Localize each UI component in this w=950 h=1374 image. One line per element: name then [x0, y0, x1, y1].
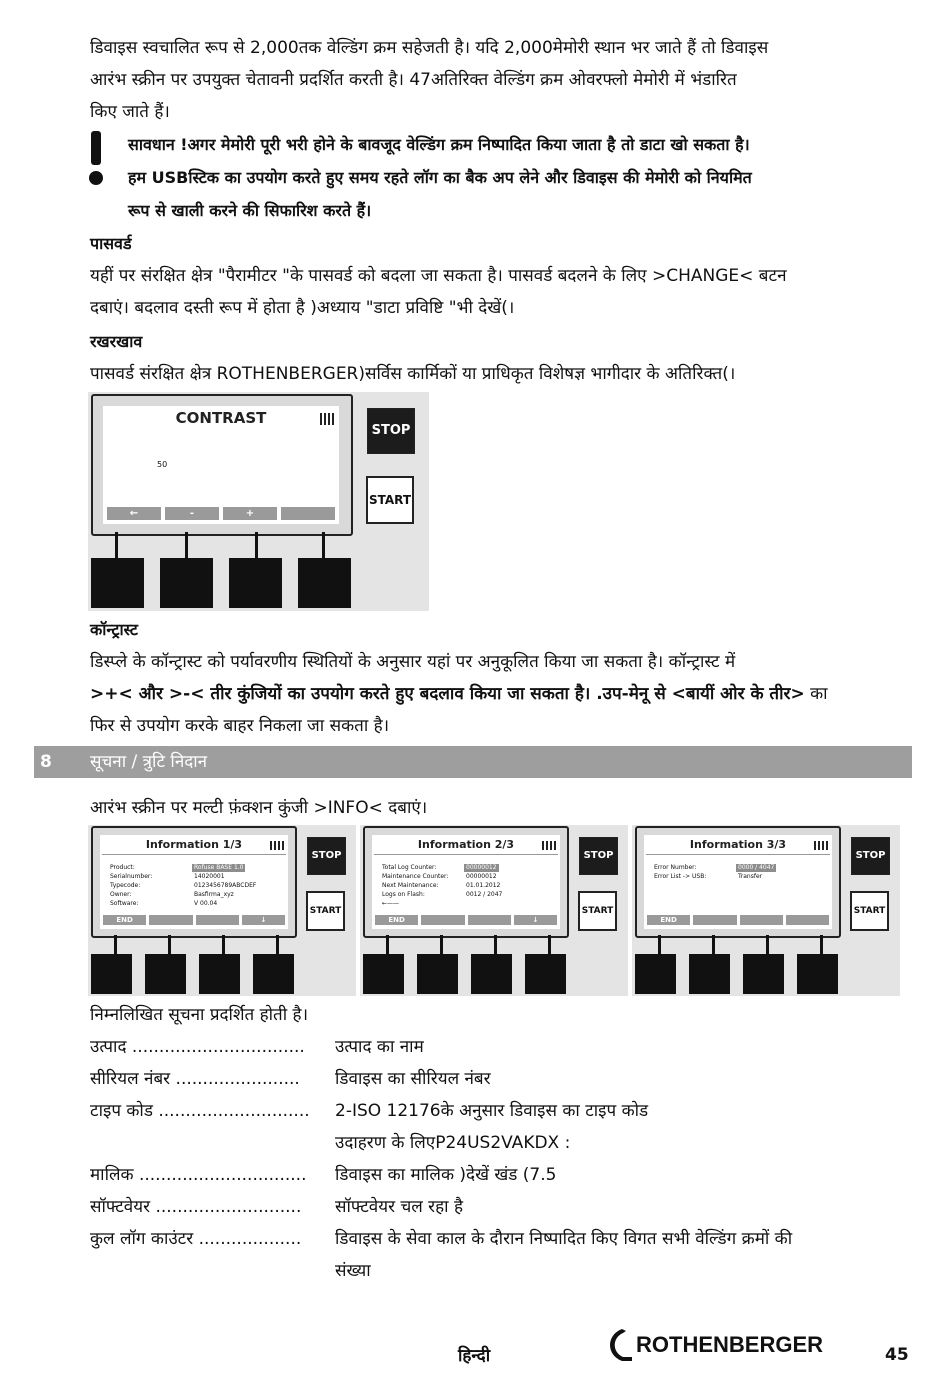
info-list-row [90, 1031, 920, 1063]
page-number: 45 [885, 1345, 909, 1365]
key-stem [548, 935, 551, 955]
softkey[interactable] [786, 915, 829, 925]
info-device-figure [88, 825, 356, 996]
warning-line-1: सावधान !अगर मेमोरी पूरी भरी होने के बावजूद वेल्डिंग क्रम निष्पादित किया जाता है तो डाटा खो सकता है। [128, 135, 750, 154]
info-list-desc: उत्पाद का नाम [335, 1037, 424, 1057]
softkey[interactable]: END [375, 915, 418, 925]
softkey[interactable]: ↓ [242, 915, 285, 925]
info-row-value: 00000012 [466, 873, 497, 880]
info-list-desc: संख्या [335, 1261, 371, 1281]
info-list-label: उत्पाद ................................ [90, 1037, 305, 1057]
info-list-row [90, 1127, 920, 1159]
function-key-3[interactable] [743, 954, 784, 994]
maintenance-line: पासवर्ड संरक्षित क्षेत्र ROTHENBERGER)सर्विस कार्मिकों या प्राधिकृत विशेषज्ञ भागीदार के अतिरिक्त(। [90, 364, 736, 384]
screen-title: Information 1/3 [145, 838, 243, 851]
softkey-row [647, 915, 829, 925]
key-stem [386, 935, 389, 955]
function-key-4[interactable] [298, 558, 351, 608]
info-row-label: Software: [110, 900, 139, 907]
warning-line-3: रूप से खाली करने की सिफारिश करते हैं। [128, 201, 372, 220]
info-row-label: Typecode: [110, 882, 141, 889]
info-device-figure [632, 825, 900, 996]
key-stem [114, 935, 117, 955]
function-key-3[interactable] [229, 558, 282, 608]
start-button[interactable]: START [850, 891, 889, 931]
exclamation-icon [88, 131, 104, 187]
rothenberger-logo [600, 1325, 860, 1365]
info-list-label: मालिक ............................... [90, 1165, 307, 1185]
footer-language: हिन्दी [458, 1346, 491, 1366]
key-stem [494, 935, 497, 955]
stop-button[interactable]: STOP [579, 837, 618, 875]
left-arrow-key-text: <बायीं ओर के तीर> [671, 684, 805, 704]
start-button[interactable]: START [366, 476, 414, 524]
contrast-line-3: फिर से उपयोग करके बाहर निकला जा सकता है। [90, 716, 390, 736]
softkey-row [375, 915, 557, 925]
info-row-value: V 00.04 [194, 900, 218, 907]
password-line-1: यहीं पर संरक्षित क्षेत्र "पैरामीटर "के पासवर्ड को बदला जा सकता है। पासवर्ड बदलने के लिए >CHANGE< बटन [90, 266, 787, 286]
barcode-icon [270, 841, 284, 850]
function-key-1[interactable] [91, 558, 144, 608]
device-screen [644, 835, 832, 929]
key-stem [322, 532, 325, 559]
info-list-desc: डिवाइस का मालिक )देखें खंड (7.5 [335, 1165, 557, 1185]
softkey-empty[interactable] [281, 507, 335, 520]
info-row-value: 14020001 [194, 873, 225, 880]
function-key-2[interactable] [145, 954, 186, 994]
softkey[interactable] [149, 915, 192, 925]
info-list-row [90, 1063, 920, 1095]
function-key-3[interactable] [199, 954, 240, 994]
info-list-desc: उदाहरण के लिएP24US2VAKDX : [335, 1133, 571, 1153]
section-number: 8 [40, 752, 52, 772]
divider [374, 854, 558, 855]
key-stem [222, 935, 225, 955]
info-intro: निम्नलिखित सूचना प्रदर्शित होती है। [90, 1005, 309, 1025]
password-line-2: दबाएं। बदलाव दस्ती रूप में होता है )अध्याय "डाटा प्रविष्टि "भी देखें(। [90, 298, 515, 318]
device-display-frame [91, 394, 353, 536]
contrast-line-1: डिस्प्ले के कॉन्ट्रास्ट को पर्यावरणीय स्थितियों के अनुसार यहां पर अनुकूलित किया जा सकता है। कॉन्ट्रास्ट में [90, 652, 736, 672]
info-list-desc: डिवाइस के सेवा काल के दौरान निष्पादित किए विगत सभी वेल्डिंग क्रमों की [335, 1229, 793, 1249]
info-row-value: 0123456789ABCDEF [194, 882, 257, 889]
info-row-value: Transfer [738, 873, 763, 880]
screen-title: Information 3/3 [689, 838, 787, 851]
info-press-instruction: आरंभ स्क्रीन पर मल्टी फ़ंक्शन कुंजी >INFO< दबाएं। [90, 798, 428, 818]
function-key-2[interactable] [160, 558, 213, 608]
divider [102, 854, 286, 855]
function-key-4[interactable] [253, 954, 294, 994]
divider [646, 854, 830, 855]
section-header [34, 746, 912, 778]
info-row-label: Maintenance Counter: [382, 873, 449, 880]
function-key-4[interactable] [525, 954, 566, 994]
device-screen [103, 406, 339, 524]
key-stem [276, 935, 279, 955]
barcode-icon [320, 413, 336, 425]
info-list-row [90, 1255, 920, 1287]
contrast-device-figure [88, 392, 429, 611]
stop-button[interactable]: STOP [851, 837, 890, 875]
softkey[interactable] [196, 915, 239, 925]
info-device-figure [360, 825, 628, 996]
info-list-desc: डिवाइस का सीरियल नंबर [335, 1069, 491, 1089]
softkey-back[interactable]: ← [107, 507, 161, 520]
info-row-value: 0012 / 2047 [466, 891, 503, 898]
function-key-3[interactable] [471, 954, 512, 994]
screen-title: Information 2/3 [417, 838, 515, 851]
svg-text:ROTHENBERGER: ROTHENBERGER [636, 1332, 824, 1357]
barcode-icon [814, 841, 828, 850]
softkey-row [103, 915, 285, 925]
device-display-frame [91, 826, 297, 938]
info-row-label: Product: [110, 864, 135, 871]
softkey-row [107, 507, 335, 520]
key-stem [440, 935, 443, 955]
intro-line-2: आरंभ स्क्रीन पर उपयुक्त चेतावनी प्रदर्शित करती है। 47अतिरिक्त वेल्डिंग क्रम ओवरफ्लो मेमोरी में भंडारित [90, 70, 737, 90]
start-button[interactable]: START [578, 891, 617, 931]
device-display-frame [363, 826, 569, 938]
start-button[interactable]: START [306, 891, 345, 931]
softkey[interactable] [740, 915, 783, 925]
info-row-value: 01.01.2012 [466, 882, 501, 889]
function-key-1[interactable] [635, 954, 676, 994]
function-key-1[interactable] [91, 954, 132, 994]
softkey[interactable] [693, 915, 736, 925]
key-stem [658, 935, 661, 955]
info-row-label: Serialnumber: [110, 873, 153, 880]
info-list-desc: सॉफ्टवेयर चल रहा है [335, 1197, 463, 1217]
function-key-2[interactable] [417, 954, 458, 994]
key-stem [255, 532, 258, 559]
info-row-label: Next Maintenance: [382, 882, 439, 889]
key-stem [168, 935, 171, 955]
info-row-label: Total Log Counter: [382, 864, 437, 871]
info-list-label: टाइप कोड ............................ [90, 1101, 310, 1121]
function-key-2[interactable] [689, 954, 730, 994]
softkey-plus[interactable]: + [223, 507, 277, 520]
plus-minus-keys-text: >+< और >-< तीर कुंजियों का उपयोग करते हुए बदलाव किया जा सकता है। .उप-मेनू से [90, 684, 672, 704]
contrast-line-2 [90, 678, 920, 710]
info-row-value: Rofuse BASE 1.0 [194, 864, 244, 871]
contrast-line-2-end: का [804, 684, 828, 704]
screen-title: CONTRAST [175, 409, 267, 427]
info-row-value: Basfirma_xyz [194, 891, 234, 898]
key-stem [766, 935, 769, 955]
device-screen [100, 835, 288, 929]
softkey-minus[interactable]: - [165, 507, 219, 520]
key-stem [115, 532, 118, 559]
info-row-label: Error List -> USB: [654, 873, 707, 880]
info-row-label: Logs on Flash: [382, 891, 425, 898]
key-stem [820, 935, 823, 955]
info-row-value: 00000012 [466, 864, 497, 871]
info-list-row [90, 1223, 920, 1255]
contrast-value: 50 [157, 460, 168, 469]
function-key-4[interactable] [797, 954, 838, 994]
maintenance-heading: रखरखाव [90, 332, 143, 351]
section-title: सूचना / त्रुटि निदान [90, 752, 208, 772]
info-list-label: सॉफ्टवेयर ........................... [90, 1197, 302, 1217]
function-key-1[interactable] [363, 954, 404, 994]
device-display-frame [635, 826, 841, 938]
softkey[interactable] [421, 915, 464, 925]
softkey[interactable]: END [103, 915, 146, 925]
softkey[interactable] [468, 915, 511, 925]
info-row-label: Error Number: [654, 864, 697, 871]
info-list-desc: 2-ISO 12176के अनुसार डिवाइस का टाइप कोड [335, 1101, 649, 1121]
info-list-row [90, 1191, 920, 1223]
info-row-label: Owner: [110, 891, 132, 898]
softkey[interactable]: ↓ [514, 915, 557, 925]
info-list-row [90, 1159, 920, 1191]
softkey[interactable]: END [647, 915, 690, 925]
barcode-icon [542, 841, 556, 850]
info-list-label: कुल लॉग काउंटर ................... [90, 1229, 302, 1249]
warning-line-2: हम USBस्टिक का उपयोग करते हुए समय रहते लॉग का बैक अप लेने और डिवाइस की मेमोरी को नियमित [128, 168, 752, 187]
stop-button[interactable]: STOP [307, 837, 346, 875]
key-stem [185, 532, 188, 559]
stop-button[interactable]: STOP [367, 408, 415, 454]
info-list-label: सीरियल नंबर ....................... [90, 1069, 300, 1089]
intro-line-1: डिवाइस स्वचालित रूप से 2,000तक वेल्डिंग क्रम सहेजती है। यदि 2,000मेमोरी स्थान भर जाते हैं तो डिवाइस [90, 38, 769, 58]
contrast-heading: कॉन्ट्रास्ट [90, 620, 138, 639]
key-stem [712, 935, 715, 955]
intro-line-3: किए जाते हैं। [90, 102, 170, 122]
info-row-label: ←—— [382, 900, 400, 907]
info-row-value: 0000 / 4047 [738, 864, 775, 871]
info-list-row [90, 1095, 920, 1127]
password-heading: पासवर्ड [90, 234, 132, 253]
device-screen [372, 835, 560, 929]
